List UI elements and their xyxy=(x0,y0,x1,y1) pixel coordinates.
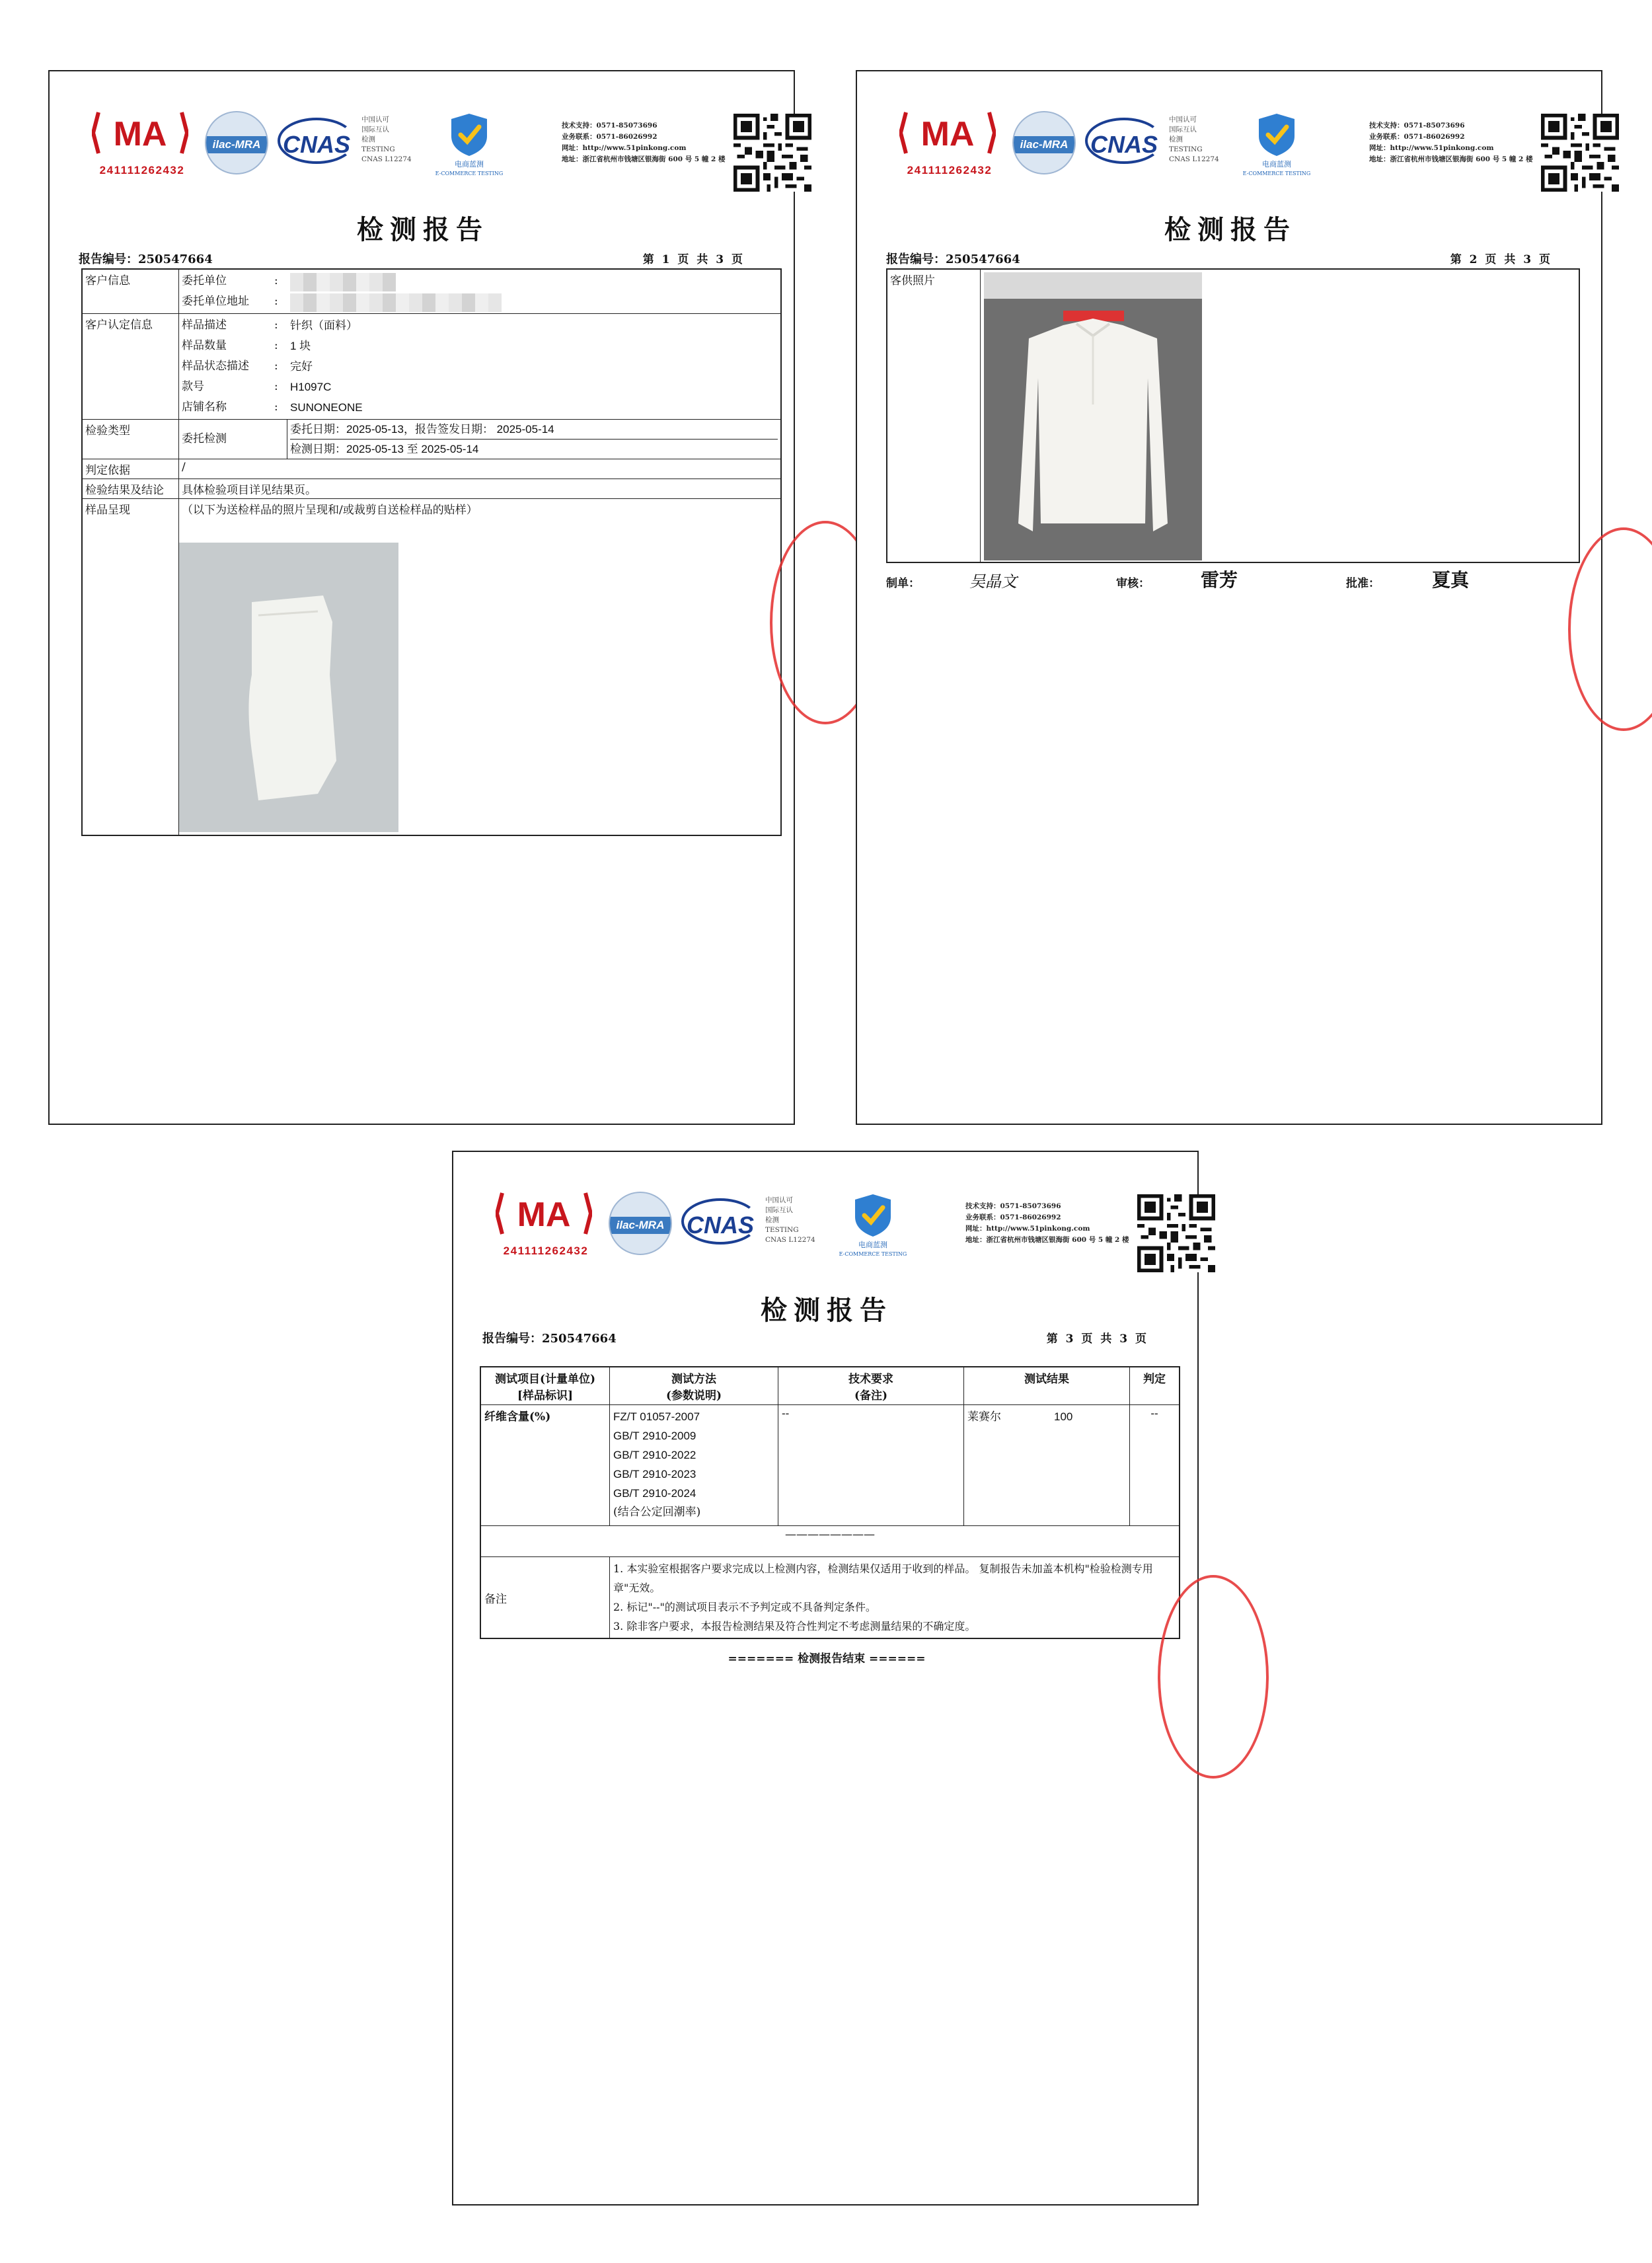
report-number: 报告编号：250547664 xyxy=(886,252,1020,266)
shield-check-icon xyxy=(1240,111,1313,159)
contact-info: 技术支持：0571-85073696 业务联系：0571-86026992 网址：http://www.51pinkong.com 地址：浙江省杭州市钱塘区银海街 600 号 5 幢 2 楼 xyxy=(965,1202,1129,1244)
page-number: 第 3 页 共 3 页 xyxy=(1046,1332,1148,1346)
cnas-logo xyxy=(278,118,356,164)
maker-label: 制单： xyxy=(886,577,920,590)
ilac-label: ilac-MRA xyxy=(206,136,267,153)
approver-label: 批准： xyxy=(1346,577,1380,590)
qr-code-icon[interactable] xyxy=(733,114,811,192)
qr-code-icon[interactable] xyxy=(1137,1194,1215,1272)
report-end: ======= 检测报告结束 ====== xyxy=(728,1652,926,1666)
remarks-row: 备注 1. 本实验室根据客户要求完成以上检测内容，检测结果仅适用于收到的样品。 复制报告未加盖本机构"检验检测专用章"无效。 2. 标记"--"的测试项目表示不予判定或不具备判定条件。 3. 除非客户要求，本报告检测结果及符合性判定不考虑测量结果的不确定度。 xyxy=(480,1557,1180,1639)
report-info-table xyxy=(81,268,782,836)
shield-check-icon xyxy=(837,1192,909,1239)
inspection-type-row: 检验类型 委托检测 委托日期：2025-05-13，报告签发日期： 2025-05-14 检测日期：2025-05-13 至 2025-05-14 xyxy=(83,420,780,459)
cma-mark-icon xyxy=(496,1189,592,1238)
ilac-mra-logo xyxy=(205,111,268,174)
report-page-1 xyxy=(48,70,795,1125)
qr-code-icon[interactable] xyxy=(1541,114,1619,192)
cnas-info: 中国认可 国际互认 检测 TESTING CNAS L12274 xyxy=(765,1196,815,1244)
report-number: 报告编号：250547664 xyxy=(482,1332,617,1346)
maker-signature: 吴晶文 xyxy=(969,572,1017,591)
svg-text:MA: MA xyxy=(517,1196,571,1234)
cma-logo: MA 241111262432 xyxy=(897,108,1002,181)
contact-info: 技术支持：0571-85073696 业务联系：0571-86026992 网址：http://www.51pinkong.com 地址：浙江省杭州市钱塘区银海街 600 号 5 幢 2 楼 xyxy=(562,122,726,163)
table-header-row: 测试项目(计量单位) [样品标识] 测试方法 (参数说明) 技术要求 (备注) 测试结果 判定 xyxy=(480,1367,1180,1405)
official-seal-icon xyxy=(1568,527,1652,731)
redacted-field xyxy=(290,293,502,312)
report-page-3 xyxy=(452,1151,1199,2205)
test-results-table xyxy=(480,1366,1180,1639)
reviewer-signature: 雷芳 xyxy=(1201,569,1238,591)
cnas-logo: CNAS xyxy=(681,1198,759,1245)
cnas-logo: CNAS xyxy=(1085,118,1163,164)
cnas-info: 中国认可 国际互认 检测 TESTING CNAS L12274 xyxy=(361,116,412,163)
ecommerce-testing-logo: 电商蓝测 E-COMMERCE TESTING xyxy=(1240,111,1313,184)
shield-check-icon xyxy=(433,111,506,159)
svg-text:MA: MA xyxy=(113,115,167,153)
contact-info: 技术支持：0571-85073696 业务联系：0571-86026992 网址：http://www.51pinkong.com 地址：浙江省杭州市钱塘区银海街 600 号 5 幢 2 楼 xyxy=(1369,122,1533,163)
fabric-sample-photo xyxy=(179,543,398,832)
reviewer-label: 审核： xyxy=(1116,577,1150,590)
approver-signature: 夏真 xyxy=(1432,569,1470,591)
photo-label: 客供照片 xyxy=(890,274,935,288)
cma-logo: MA 241111262432 xyxy=(493,1189,599,1262)
report-page-2 xyxy=(856,70,1602,1125)
basis-row: 判定依据 / xyxy=(83,459,780,479)
ilac-mra-logo: ilac-MRA xyxy=(1012,111,1076,174)
table-row: 纤维含量(%) FZ/T 01057-2007 GB/T 2910-2009 GB/T 2910-2022 GB/T 2910-2023 GB/T 2910-2024 (结合公定回潮率) -- 莱赛尔 100 -- xyxy=(480,1405,1180,1526)
cma-logo xyxy=(89,108,195,181)
page-number: 第 1 页 共 3 页 xyxy=(642,253,745,266)
svg-text:MA: MA xyxy=(920,115,975,153)
customer-photo-section xyxy=(886,268,1580,563)
report-title: 检测报告 xyxy=(357,214,489,245)
client-info-row: 客户信息 委托单位 : 委托单位地址 : xyxy=(83,270,780,314)
ilac-mra-logo: ilac-MRA xyxy=(609,1192,672,1255)
report-title: 检测报告 xyxy=(1164,214,1296,245)
report-title: 检测报告 xyxy=(761,1295,893,1326)
cnas-info: 中国认可 国际互认 检测 TESTING CNAS L12274 xyxy=(1169,116,1219,163)
report-number: 报告编号：250547664 xyxy=(79,252,213,266)
ecommerce-testing-logo: 电商蓝测 E-COMMERCE TESTING xyxy=(433,111,506,184)
redacted-field xyxy=(290,273,396,291)
page-number: 第 2 页 共 3 页 xyxy=(1450,253,1552,266)
divider-row: ———————— xyxy=(480,1526,1180,1557)
ecommerce-testing-logo: 电商蓝测 E-COMMERCE TESTING xyxy=(837,1192,909,1264)
cma-mark-icon xyxy=(92,108,188,157)
shirt-photo xyxy=(984,272,1202,560)
cma-number: 241111262432 xyxy=(99,164,185,176)
cma-mark-icon xyxy=(899,108,996,157)
sample-show-row: 样品呈现 （以下为送检样品的照片呈现和/或裁剪自送检样品的贴样） xyxy=(83,499,780,835)
cnas-label: CNAS xyxy=(282,131,350,158)
official-seal-icon xyxy=(1158,1575,1269,1779)
customer-info-row: 客户认定信息 样品描述 : 针织（面料） 样品数量 : 1 块 样品状态描述 : 完好 款号 : H1097C 店铺名称 : SUNONEONE xyxy=(83,314,780,420)
conclusion-row: 检验结果及结论 具体检验项目详见结果页。 xyxy=(83,479,780,499)
